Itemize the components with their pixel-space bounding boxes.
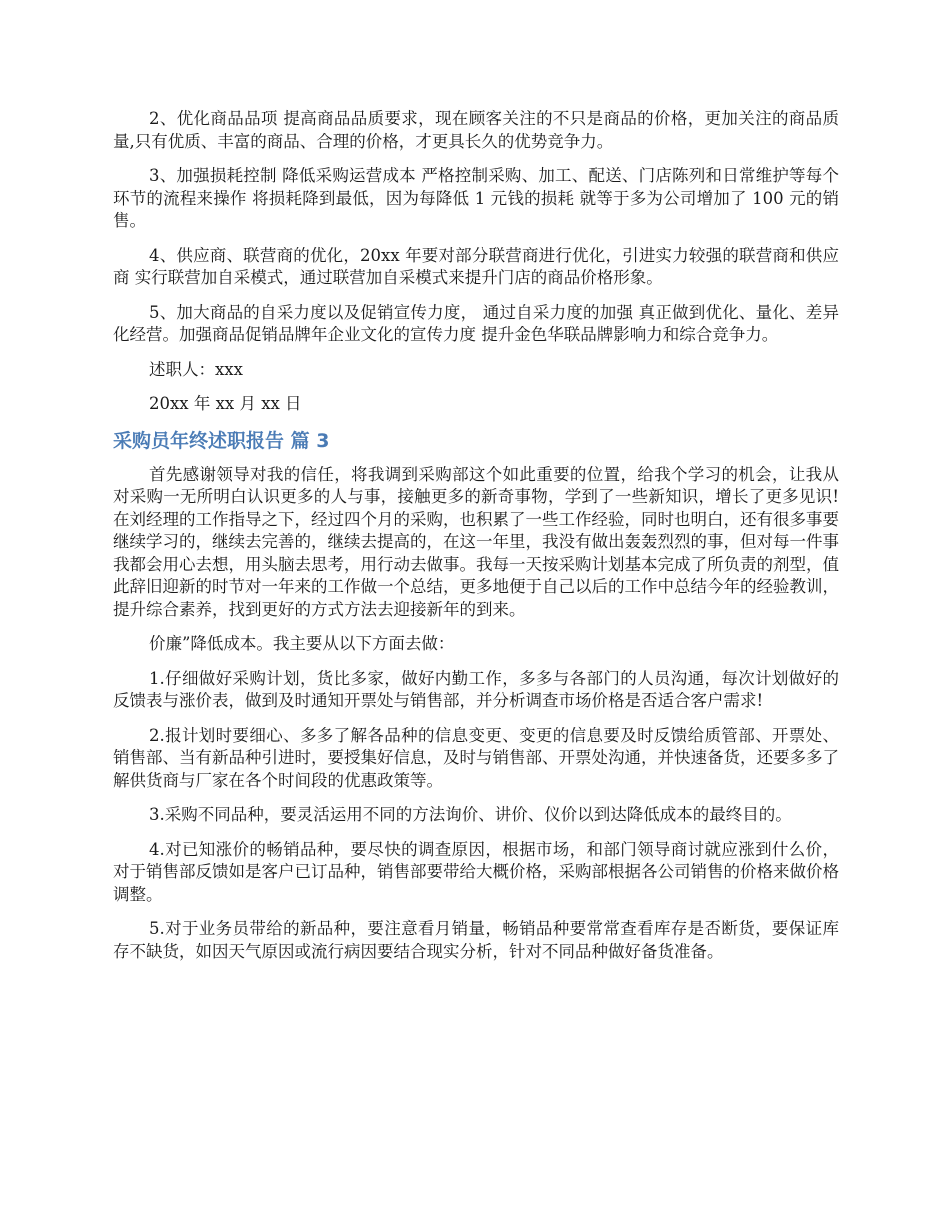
paragraph-item-4: 4、供应商、联营商的优化，20xx 年要对部分联营商进行优化，引进实力较强的联营商和供应商 实行联营加自采模式，通过联营加自采模式来提升门店的商品价格形象。	[113, 245, 839, 287]
section-heading: 采购员年终述职报告 篇 3	[113, 429, 330, 452]
numbered-item-5: 5.对于业务员带给的新品种，要注意看月销量，畅销品种要常常查看库存是否断货，要保证库存不缺货，如因天气原因或流行病因要结合现实分析，针对不同品种做好备货准备。	[113, 919, 839, 961]
document-page	[113, 108, 839, 975]
paragraph-item-2: 2、优化商品品项 提高商品品质要求，现在顾客关注的不只是商品的价格，更加关注的商品质量,只有优质、丰富的商品、合理的价格，才更具长久的优势竞争力。	[113, 109, 839, 151]
paragraph-item-5: 5、加大商品的自采力度以及促销宣传力度， 通过自采力度的加强 真正做到优化、量化、差异化经营。加强商品促销品牌年企业文化的宣传力度 提升金色华联品牌影响力和综合竞争力。	[113, 302, 839, 344]
numbered-item-2: 2.报计划时要细心、多多了解各品种的信息变更、变更的信息要及时反馈给质管部、开票处、销售部、当有新品种引进时，要授集好信息，及时与销售部、开票处沟通，并快速备货，还要多多了解供货商与厂家在各个时间段的优惠政策等。	[113, 725, 839, 790]
lead-paragraph: 价廉”降低成本。我主要从以下方面去做：	[149, 634, 455, 653]
intro-paragraph: 首先感谢领导对我的信任，将我调到采购部这个如此重要的位置，给我个学习的机会，让我从对采购一无所明白认识更多的人与事，接触更多的新奇事物，学到了一些新知识，增长了更多见识!在刘经理的工作指导之下，经过四个月的采购，也积累了一些工作经验，同时也明白，还有很多事要继续学习的，继续去完善的，继续去提高的，在这一年里，我没有做出轰轰烈烈的事，但对每一件事我都会用心去想，用头脑去思考，用行动去做事。我每一天按采购计划基本完成了所负责的剂型，值此辞旧迎新的时节对一年来的工作做一个总结，更多地便于自己以后的工作中总结今年的经验教训，提升综合素养，找到更好的方式方法去迎接新年的到来。	[113, 464, 839, 619]
numbered-item-3: 3.采购不同品种，要灵活运用不同的方法询价、讲价、仪价以到达降低成本的最终目的。	[149, 805, 792, 824]
signature-line: 述职人：xxx	[149, 359, 243, 379]
numbered-item-1: 1.仔细做好采购计划，货比多家，做好内勤工作，多多与各部门的人员沟通，每次计划做好的反馈表与涨价表，做到及时通知开票处与销售部，并分析调查市场价格是否适合客户需求!	[113, 668, 839, 710]
numbered-item-4: 4.对已知涨价的畅销品种，要尽快的调查原因，根据市场，和部门领导商讨就应涨到什么价，对于销售部反馈如是客户已订品种，销售部要带给大概价格，采购部根据各公司销售的价格来做价格调整。	[113, 839, 839, 904]
paragraph-item-3: 3、加强损耗控制 降低采购运营成本 严格控制采购、加工、配送、门店陈列和日常维护等每个环节的流程来操作 将损耗降到最低，因为每降低 1 元钱的损耗 就等于多为公司增加了 100 元的销售。	[113, 166, 839, 230]
date-line: 20xx 年 xx 月 xx 日	[149, 394, 302, 413]
